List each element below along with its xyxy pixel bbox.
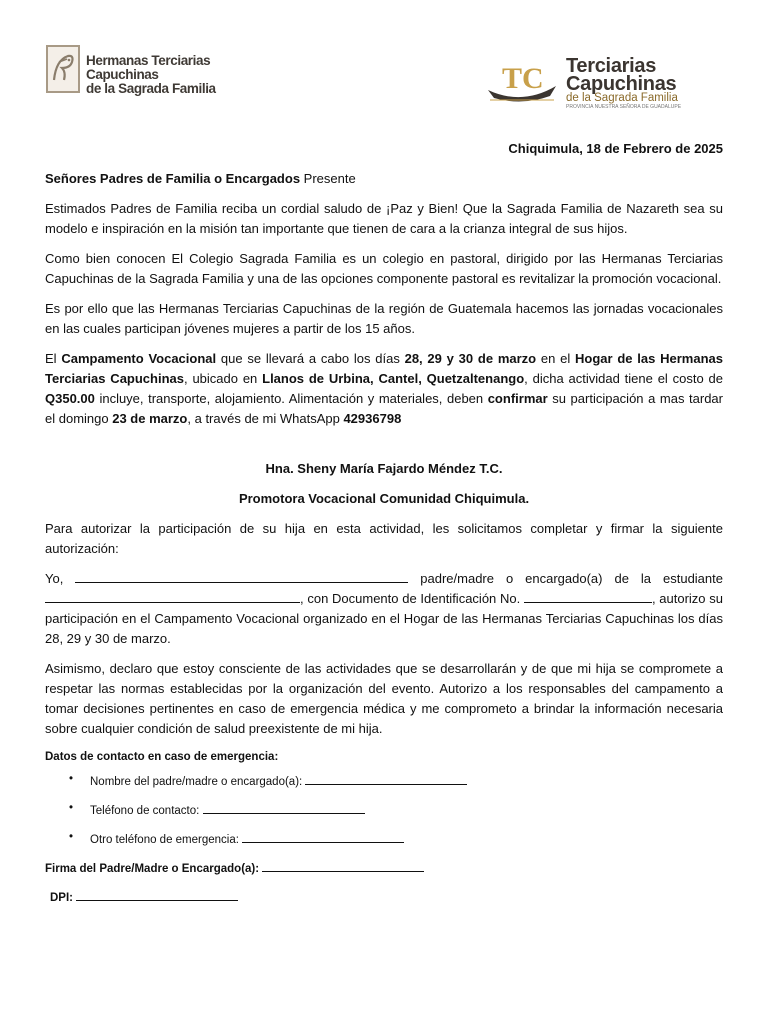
- right-logo-line3: de la Sagrada Familia: [566, 92, 678, 104]
- student-name-field[interactable]: [45, 589, 300, 603]
- paragraph-camp-details: [45, 349, 723, 429]
- whatsapp-number: 42936798: [343, 411, 402, 426]
- camp-text-5: , dicha actividad tiene el costo de: [524, 371, 724, 386]
- dpi-label: DPI:: [50, 892, 77, 904]
- camp-cost: Q350.00: [45, 391, 95, 406]
- addressee-rest: Presente: [300, 171, 356, 186]
- right-logo-line2: Capuchinas: [566, 73, 677, 95]
- parent-name-field[interactable]: [75, 569, 408, 583]
- emergency-parent-label: Nombre del padre/madre o encargado(a):: [90, 776, 306, 788]
- emergency-alt-phone-label: Otro teléfono de emergencia:: [90, 834, 243, 846]
- left-logo-line1: Hermanas Terciarias Capuchinas: [86, 53, 211, 82]
- camp-text-3: en el: [536, 351, 576, 366]
- signer-name: Hna. Sheny María Fajardo Méndez T.C.: [265, 461, 503, 476]
- emergency-phone-field[interactable]: [203, 800, 365, 814]
- dpi-row: [50, 887, 723, 906]
- camp-text-6: incluye, transporte, alojamiento. Alimentación y materiales, deben: [94, 391, 488, 406]
- left-logo: [46, 45, 276, 95]
- bullet-icon: •: [69, 802, 74, 814]
- signature-field[interactable]: [262, 858, 424, 872]
- list-item: [45, 771, 723, 790]
- camp-dates: 28, 29 y 30 de marzo: [404, 351, 537, 366]
- signer-role: Promotora Vocacional Comunidad Chiquimula.: [238, 491, 530, 506]
- paragraph-declaration: Asimismo, declaro que estoy consciente de las actividades que se desarrollarán y de que mi hija se compromete a respetar las normas establecidas por la organización del evento. Autorizo a los responsables del campamento a tomar decisiones pertinentes en caso de emergencia médica y me comprometo a brindar la información necesaria sobre cualquier condición de salud preexistente de mi hija.: [45, 661, 723, 736]
- list-item: [45, 800, 723, 819]
- paragraph-greeting: Estimados Padres de Familia reciba un cordial saludo de ¡Paz y Bien! Que la Sagrada Familia de Nazareth sea su modelo e inspiración en la misión tan importante que tienen de cara a la crianza integral de sus hijos.: [45, 201, 723, 236]
- paragraph-vocational: Es por ello que las Hermanas Terciarias Capuchinas de la región de Guatemala hacemos las jornadas vocacionales en las cuales participan jóvenes mujeres a partir de los 15 años.: [45, 301, 723, 336]
- emergency-parent-field[interactable]: [305, 771, 467, 785]
- signature-row: [45, 858, 723, 877]
- id-number-field[interactable]: [524, 589, 652, 603]
- camp-deadline: 23 de marzo: [112, 411, 188, 426]
- paragraph-authorization-request: Para autorizar la participación de su hija en esta actividad, les solicitamos completar y firmar la siguiente autorización:: [45, 521, 723, 556]
- emergency-alt-phone-field[interactable]: [242, 829, 404, 843]
- camp-text-4: , ubicado en: [184, 371, 263, 386]
- auth-text-4: , autorizo su participación en el Campamento Vocacional organizado en el Hogar de las Hermanas Terciarias Capuchinas los días 28, 29 y 30 de marzo.: [45, 591, 723, 646]
- left-logo-line2: de la Sagrada Familia: [86, 81, 216, 96]
- emergency-phone-label: Teléfono de contacto:: [90, 805, 203, 817]
- camp-text-1: El: [45, 351, 62, 366]
- bullet-icon: •: [69, 773, 74, 785]
- camp-text-8: , a través de mi WhatsApp: [187, 411, 344, 426]
- addressee-bold: Señores Padres de Familia o Encargados: [45, 171, 301, 186]
- dove-emblem-icon: [46, 45, 80, 93]
- bullet-icon: •: [69, 831, 74, 843]
- camp-name: Campamento Vocacional: [61, 351, 217, 366]
- paragraph-college: Como bien conocen El Colegio Sagrada Familia es un colegio en pastoral, dirigido por las Hermanas Terciarias Capuchinas de la Sagrada Familia y una de las opciones componente pastoral es revitalizar la promoción vocacional.: [45, 251, 723, 286]
- emergency-contact-list: [45, 771, 723, 848]
- camp-venue: Hogar de las Hermanas Terciarias Capuchinas: [45, 351, 723, 386]
- signature-label: Firma del Padre/Madre o Encargado(a):: [45, 863, 263, 875]
- right-logo: [484, 56, 704, 112]
- emergency-contact-title: Datos de contacto en caso de emergencia:: [45, 751, 279, 763]
- auth-text-2: padre/madre o encargado(a) de la estudiante: [408, 571, 723, 586]
- camp-confirm: confirmar: [487, 391, 548, 406]
- camp-location: Llanos de Urbina, Cantel, Quetzaltenango: [262, 371, 525, 386]
- right-logo-line1: Terciarias: [566, 55, 657, 77]
- auth-text-3: , con Documento de Identificación No.: [300, 591, 524, 606]
- letter-date: Chiquimula, 18 de Febrero de 2025: [508, 141, 723, 156]
- camp-text-2: que se llevará a cabo los días: [216, 351, 405, 366]
- list-item: [45, 829, 723, 848]
- right-logo-line4: PROVINCIA NUESTRA SEÑORA DE GUADALUPE: [566, 104, 682, 110]
- left-logo-text: [86, 54, 276, 96]
- letter-body: [45, 139, 723, 906]
- dpi-field[interactable]: [76, 887, 238, 901]
- tc-mark-letters: TC: [502, 62, 544, 95]
- auth-text-1: Yo,: [45, 571, 76, 586]
- tc-boat-mark-icon: [484, 60, 560, 106]
- camp-text-7: su participación a mas tardar el domingo: [45, 391, 723, 426]
- paragraph-authorization-form: [45, 569, 723, 649]
- addressee: [45, 169, 723, 189]
